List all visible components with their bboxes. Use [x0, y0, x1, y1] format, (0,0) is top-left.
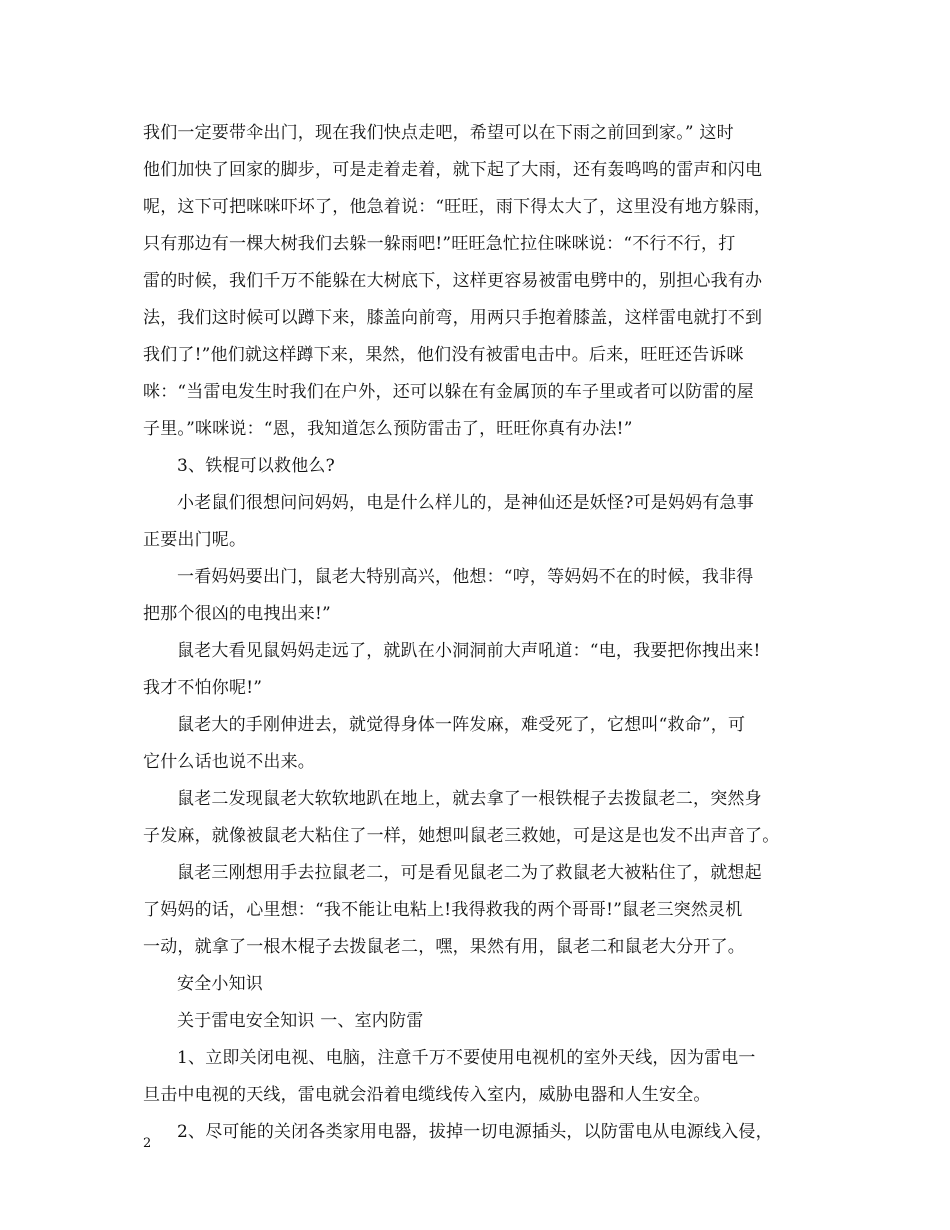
page-number: 2 [143, 1136, 152, 1151]
text-line: 我才不怕你呢!” [143, 678, 263, 698]
text-line: 我们了!”他们就这样蹲下来，果然，他们没有被雷电击中。后来，旺旺还告诉咪 [143, 345, 744, 365]
text-line: 鼠老二发现鼠老大软软地趴在地上，就去拿了一根铁棍子去拨鼠老二，突然身 [177, 789, 762, 809]
text-line: 我们一定要带伞出门，现在我们快点走吧，希望可以在下雨之前回到家。” 这时 [143, 123, 734, 143]
text-line: 正要出门呢。 [143, 530, 247, 550]
section-heading: 关于雷电安全知识 一、室内防雷 [177, 1011, 424, 1031]
text-line: 一看妈妈要出门，鼠老大特别高兴，他想：“哼，等妈妈不在的时候，我非得 [177, 567, 754, 587]
section-heading: 安全小知识 [177, 974, 263, 994]
text-line: 小老鼠们很想问问妈妈，电是什么样儿的，是神仙还是妖怪?可是妈妈有急事 [177, 493, 754, 513]
text-line: 它什么话也说不出来。 [143, 752, 315, 772]
text-line: 鼠老大的手刚伸进去，就觉得身体一阵发麻，难受死了，它想叫“救命”，可 [177, 715, 746, 735]
text-line: 子里。”咪咪说：“恩，我知道怎么预防雷击了，旺旺你真有办法!” [143, 419, 633, 439]
text-line: 鼠老三刚想用手去拉鼠老二，可是看见鼠老二为了救鼠老大被粘住了，就想起 [177, 863, 762, 883]
text-line: 把那个很凶的电拽出来!” [143, 604, 331, 624]
section-heading: 3、铁棍可以救他么? [177, 456, 335, 476]
text-line: 法，我们这时候可以蹲下来，膝盖向前弯，用两只手抱着膝盖，这样雷电就打不到 [143, 308, 763, 328]
body-text [143, 115, 823, 1151]
text-line: 呢，这下可把咪咪吓坏了，他急着说：“旺旺，雨下得太大了，这里没有地方躲雨， [143, 197, 772, 217]
text-line: 鼠老大看见鼠妈妈走远了，就趴在小洞洞前大声吼道：“电，我要把你拽出来! [177, 641, 761, 661]
text-line: 咪：“当雷电发生时我们在户外，还可以躲在有金属顶的车子里或者可以防雷的屋 [143, 382, 754, 402]
text-line: 雷的时候，我们千万不能躲在大树底下，这样更容易被雷电劈中的，别担心我有办 [143, 271, 763, 291]
text-line: 旦击中电视的天线，雷电就会沿着电缆线传入室内，威胁电器和人生安全。 [143, 1085, 711, 1105]
text-line: 子发麻，就像被鼠老大粘住了一样，她想叫鼠老三救她，可是这是也发不出声音了。 [143, 826, 780, 846]
text-line: 2、尽可能的关闭各类家用电器，拔掉一切电源插头，以防雷电从电源线入侵， [177, 1122, 773, 1142]
text-line: 只有那边有一棵大树我们去躲一躲雨吧!”旺旺急忙拉住咪咪说：“不行不行，打 [143, 234, 736, 254]
text-line: 了妈妈的话，心里想：“我不能让电粘上!我得救我的两个哥哥!”鼠老三突然灵机 [143, 900, 743, 920]
text-line: 1、立即关闭电视、电脑，注意千万不要使用电视机的室外天线，因为雷电一 [177, 1048, 756, 1068]
text-line: 他们加快了回家的脚步，可是走着走着，就下起了大雨，还有轰鸣鸣的雷声和闪电 [143, 160, 763, 180]
text-line: 一动，就拿了一根木棍子去拨鼠老二，嘿，果然有用，鼠老二和鼠老大分开了。 [143, 937, 745, 957]
